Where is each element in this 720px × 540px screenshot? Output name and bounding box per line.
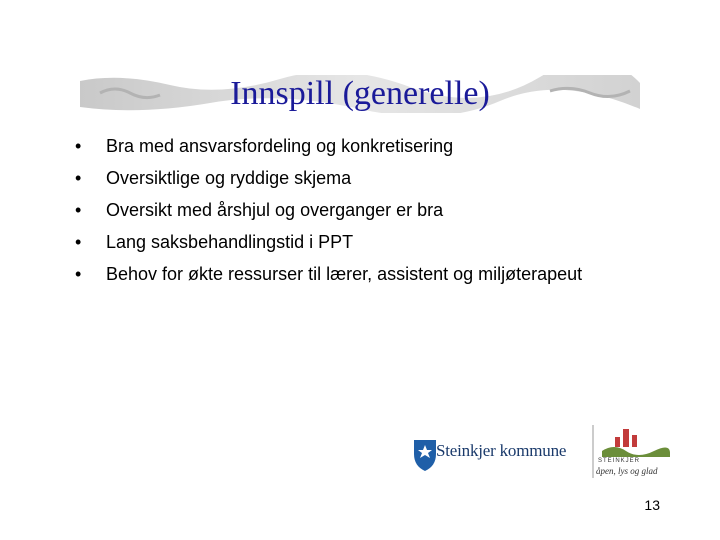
bullet-dot-icon: • (75, 264, 82, 284)
bullet-dot-icon: • (75, 200, 82, 220)
bullet-item (75, 258, 582, 290)
bullet-dot-icon: • (75, 232, 82, 252)
slide-title: Innspill (generelle) (230, 75, 490, 112)
kommune-crest-icon (414, 440, 436, 471)
bullet-dot-icon: • (75, 136, 82, 156)
bullet-item (75, 194, 582, 226)
bullet-item (75, 130, 582, 162)
bullet-item (75, 162, 582, 194)
brand-title: STEINKJER (598, 458, 641, 464)
bullet-text: Lang saksbehandlingstid i PPT (106, 232, 354, 252)
bullet-text: Oversikt med årshjul og overganger er bra (106, 200, 444, 220)
bullet-item (75, 226, 582, 258)
page-number: 13 (644, 497, 660, 513)
bullet-list (75, 130, 582, 290)
brand-tagline: åpen, lys og glad (596, 466, 658, 476)
kommune-name: Steinkjer kommune (436, 441, 567, 460)
steinkjer-brand-icon (602, 429, 670, 457)
bullet-dot-icon: • (75, 168, 82, 188)
bullet-text: Bra med ansvarsfordeling og konkretisering (106, 136, 454, 156)
bullet-text: Behov for økte ressurser til lærer, assistent og miljøterapeut (106, 264, 583, 284)
bullet-text: Oversiktlige og ryddige skjema (106, 168, 352, 188)
